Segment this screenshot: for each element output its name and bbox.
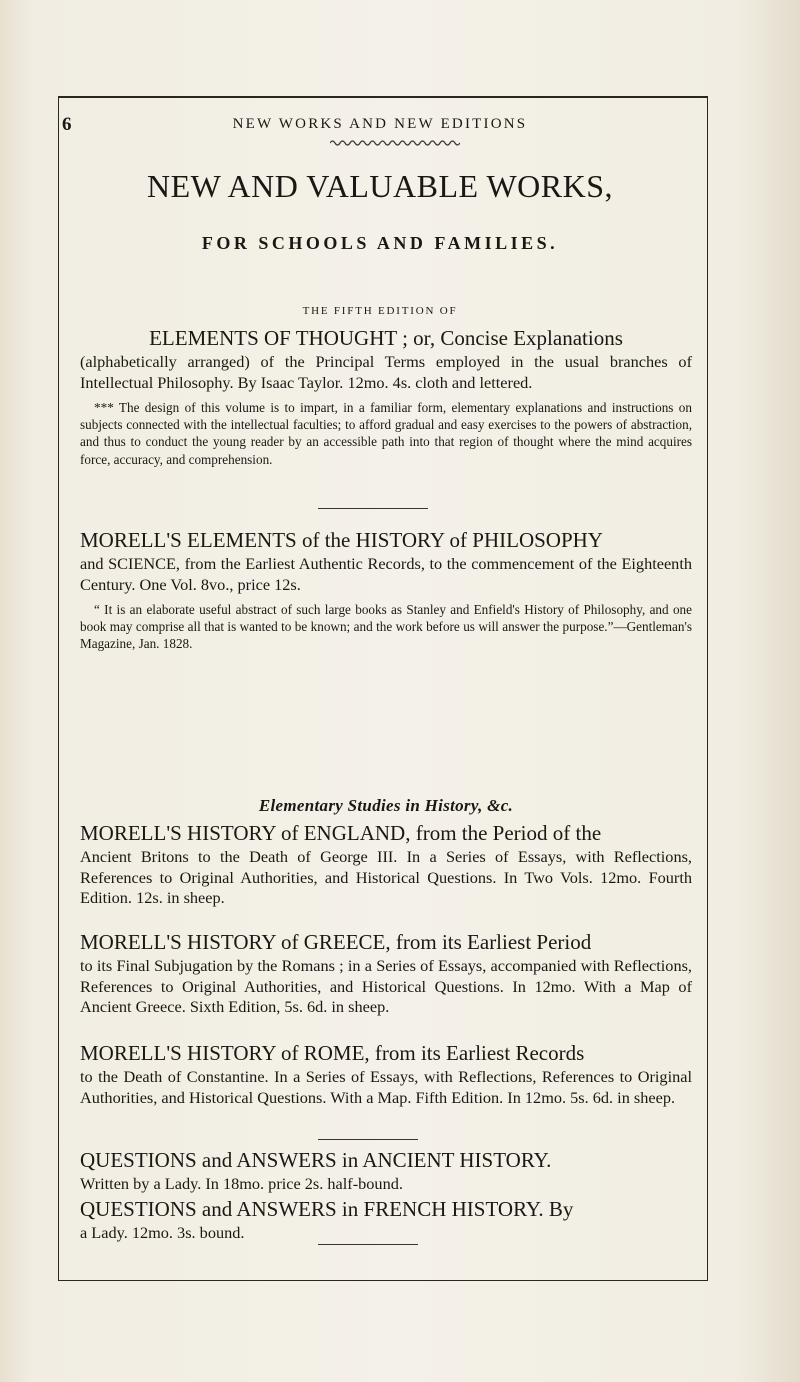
entry-qa-french-history — [80, 1196, 692, 1244]
entry-heading: MORELL'S HISTORY of ENGLAND, from the Period of the — [80, 821, 602, 845]
entry-description: (alphabetically arranged) of the Principal Terms employed in the usual branches of Intellectual Philosophy. By Isaac Taylor. 12mo. 4s. cloth and lettered. — [80, 352, 692, 392]
entry-morell-england — [80, 820, 692, 909]
running-title: NEW WORKS AND NEW EDITIONS — [232, 116, 528, 132]
entry-morell-greece — [80, 929, 692, 1018]
entry-description: to its Final Subjugation by the Romans ; in a Series of Essays, accompanied with Reflections, References to Original Authorities, and Historical Questions. In 12mo. With a Map of Ancient Greece. Sixth Edition, 5s. 6d. in sheep. — [80, 956, 692, 1016]
entry-heading: QUESTIONS and ANSWERS in ANCIENT HISTORY. — [80, 1148, 552, 1172]
entry-morell-philosophy — [80, 527, 692, 653]
divider — [318, 1244, 418, 1245]
section-heading: Elementary Studies in History, &c. — [258, 796, 514, 815]
ornament-rule — [330, 139, 460, 147]
divider — [318, 508, 428, 509]
entry-note: *** The design of this volume is to impart, in a familiar form, elementary explanations and instructions on subjects connected with the intellectual faculties; to afford gradual and easy exercises to the powers of abstraction, and thus to conduct the young reader by an accessible path into that region of thought where the mind acquires force, accuracy, and comprehension. — [80, 400, 692, 467]
entry-heading: ELEMENTS OF THOUGHT ; or, Concise Explanations — [149, 326, 623, 350]
entry-note: “ It is an elaborate useful abstract of such large books as Stanley and Enfield's History of Philosophy, and one book may comprise all that is wanted to be known; and the work before us will answer the purpose.”—Gentleman's Magazine, Jan. 1828. — [80, 602, 692, 652]
entry-description: and SCIENCE, from the Earliest Authentic Records, to the commencement of the Eighteenth Century. One Vol. 8vo., price 12s. — [80, 554, 692, 594]
main-title: NEW AND VALUABLE WORKS, — [146, 168, 614, 204]
entry-heading: QUESTIONS and ANSWERS in FRENCH HISTORY. By — [80, 1197, 574, 1221]
entry-description: Written by a Lady. In 18mo. price 2s. half-bound. — [80, 1174, 403, 1193]
entry-qa-ancient-history — [80, 1147, 692, 1195]
page-header — [60, 114, 700, 136]
entry-elements-of-thought — [80, 325, 692, 468]
page-number: 6 — [62, 114, 72, 135]
edition-label: THE FIFTH EDITION OF — [302, 305, 458, 317]
entry-morell-rome — [80, 1040, 692, 1108]
subtitle: FOR SCHOOLS AND FAMILIES. — [201, 233, 559, 253]
divider — [318, 1139, 418, 1140]
entry-heading: MORELL'S HISTORY of GREECE, from its Earliest Period — [80, 930, 592, 954]
entry-description: Ancient Britons to the Death of George III. In a Series of Essays, with Reflections, References to Original Authorities, and Historical Questions. In Two Vols. 12mo. Fourth Edition. 12s. in sheep. — [80, 847, 692, 907]
entry-heading: MORELL'S HISTORY of ROME, from its Earliest Records — [80, 1041, 585, 1065]
entry-heading: MORELL'S ELEMENTS of the HISTORY of PHILOSOPHY — [80, 528, 603, 552]
entry-description: a Lady. 12mo. 3s. bound. — [80, 1223, 245, 1242]
entry-description: to the Death of Constantine. In a Series of Essays, with Reflections, References to Original Authorities, and Historical Questions. With a Map. Fifth Edition. In 12mo. 5s. 6d. in sheep. — [80, 1067, 692, 1107]
